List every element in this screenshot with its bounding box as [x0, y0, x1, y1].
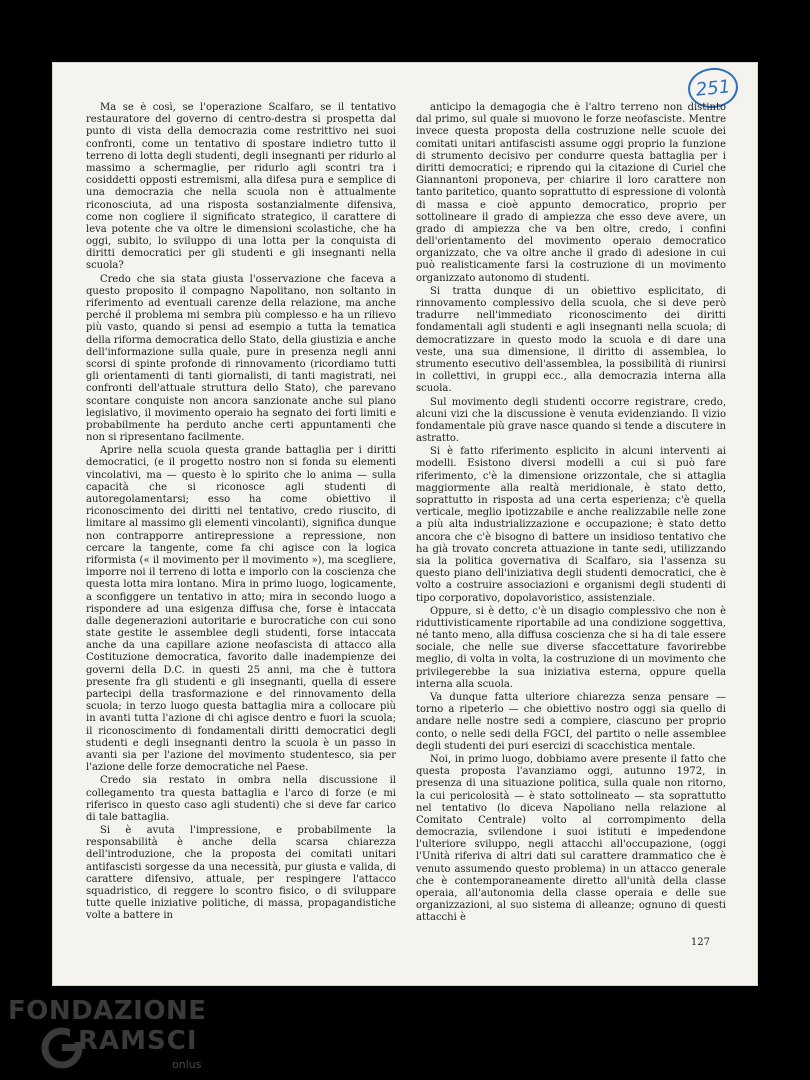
- logo-line-3: onlus: [172, 1058, 202, 1071]
- paragraph: Oppure, si è detto, c'è un disagio complessivo che non è riduttivisticamente riportabile ad una condizione soggettiva, né tanto meno, alla diffusa coscienza che si ha di tale essere sociale, che nelle sue diverse sfaccettature favorirebbe meglio, di volta in volta, la costruzione di un movimento che privilegerebbe la sua iniziativa esterna, oppure quella interna alla scuola.: [416, 605, 726, 690]
- left-column: [86, 102, 396, 930]
- logo-line-1: FONDAZIONE: [8, 996, 207, 1026]
- paragraph: Credo che sia stata giusta l'osservazione che faceva a questo proposito il compagno Napolitano, non soltanto in riferimento ad eventuali carenze della relazione, ma anche perché il problema mi sembra più complesso e ha un rilievo più vasto, quando si pensi ad esempio a tutta la tematica della riforma democratica dello Stato, della giustizia e anche dell'informazione sulla quale, pure in presenza negli anni scorsi di spinte profonde di rinnovamento (ricordiamo tutti gli orientamenti di tanti giornalisti, di tanti magistrati, nei confronti dell'attuale struttura dello Stato), che parevano scontare conquiste non ancora sanzionate anche sul piano legislativo, il movimento operaio ha segnato dei forti limiti e probabilmente ha perduto anche certi appuntamenti che non si ripresentano facilmente.: [86, 273, 396, 444]
- paragraph: Noi, in primo luogo, dobbiamo avere presente il fatto che questa proposta l'avanziamo oggi, autunno 1972, in presenza di una situazione politica, sulla quale non ritorno, la cui pericolosità — è stato sottolineato — sta soprattutto nel tentativo (lo diceva Napoliano nella relazione al Comitato Centrale) volto al corrompimento della democrazia, svilendone i suoi istituti e impedendone l'ulteriore sviluppo, negli attacchi all'occupazione, (oggi l'Unità riferiva di altri dati sul carattere drammatico che è venuto assumendo questo problema) in un attacco generale che è contemporaneamente diretto all'unità della classe operaia, all'autonomia della classe operaia e delle sue organizzazioni, al suo sistema di alleanze; ognuno di questi attacchi è: [416, 753, 726, 924]
- page-number: 127: [690, 937, 710, 948]
- paragraph: Aprire nella scuola questa grande battaglia per i diritti democratici, (e il progetto nostro non si fonda su elementi vincolativi, ma — questo è lo spirito che lo anima — sulla capacità che si riconosce agli studenti di autoregolamentarsi; esso ha come obiettivo il riconoscimento dei diritti nel tentativo, credo riuscito, di limitare al massimo gli elementi vincolanti), significa dunque non contrapporre antirepressione a repressione, non cercare la tangente, come fa chi agisce con la logica riformista (« il movimento per il movimento »), ma scegliere, imporre noi il terreno di lotta e imporlo con la coscienza che questa lotta mira lontano. Mira in primo luogo, logicamente, a sconfiggere un tentativo in atto; mira in secondo luogo a rispondere ad una esigenza diffusa che, forse è intaccata dalle degenerazioni autoritarie e burocratiche con cui sono state gestite le assemblee degli studenti, forse intaccata anche da una capillare azione neofascista di attacco alla Costituzione democratica, favorito dalle inadempienze dei governi della D.C. in questi 25 anni, ma che è tuttora presente fra gli studenti e gli insegnanti, quella di essere partecipi della trasformazione e del rinnovamento della scuola; in terzo luogo questa battaglia mira a collocare più in avanti tutta l'azione di chi agisce dentro e fuori la scuola; il riconoscimento di fondamentali diritti democratici degli studenti e degli insegnanti dentro la scuola è un passo in avanti sia per l'azione del movimento studentesco, sia per l'azione delle forze democratiche nel Paese.: [86, 445, 396, 774]
- paragraph: Sul movimento degli studenti occorre registrare, credo, alcuni vizi che la discussione è venuta evidenziando. Il vizio fondamentale più grave nasce quando si tende a discutere in astratto.: [416, 396, 726, 445]
- paragraph: Va dunque fatta ulteriore chiarezza senza pensare — torno a ripeterlo — che obiettivo nostro oggi sia quello di andare nelle nostre sedi a compiere, ciascuno per proprio conto, o nelle sedi della FGCI, del partito o nelle assemblee degli studenti dei puri esercizi di scacchistica mentale.: [416, 692, 726, 752]
- paragraph: Si è fatto riferimento esplicito in alcuni interventi ai modelli. Esistono diversi modelli a cui si può fare riferimento, c'è la dimensione orizzontale, che si attaglia maggiormente alla realtà meridionale, è stato detto, soprattutto in risposta ad una certa esperienza; c'è quella verticale, meglio ipotizzabile e anche realizzabile nelle zone a più alta industrializzazione e occupazione; è stato detto ancora che c'è bisogno di battere un insidioso tentativo che ha già trovato concreta attuazione in tante sedi, utilizzando sia la politica governativa di Scalfaro, sia l'assenza su questo piano dell'iniziativa degli studenti democratici, che è volto a costruire associazioni e organismi degli studenti di tipo corporativo, dopolavoristico, assistenziale.: [416, 446, 726, 604]
- paragraph: Ma se è così, se l'operazione Scalfaro, se il tentativo restauratore del governo di centro-destra si prospetta dal punto di vista della democrazia come restrittivo nei suoi confronti, come un tentativo di spostare indietro tutto il terreno di lotta degli studenti, degli insegnanti per ridurlo al massimo a schermaglie, per ridurlo agli scontri tra i cosiddetti opposti estremismi, alla difesa pura e semplice di una democrazia che nella scuola non è attualmente riconosciuta, ad una risposta sostanzialmente difensiva, come non cogliere il significato strategico, il carattere di leva potente che va oltre le dimensioni scolastiche, che ha oggi, subito, lo sviluppo di una lotta per la conquista di diritti democratici per gli studenti e gli insegnanti nella scuola?: [86, 102, 396, 272]
- paragraph: Credo sia restato in ombra nella discussione il collegamento tra questa battaglia e l'arco di forze (e mi riferisco in questo caso agli studenti) che si deve far carico di tale battaglia.: [86, 775, 396, 823]
- fondazione-gramsci-logo: [8, 996, 238, 1076]
- logo-line-2: RAMSCI: [78, 1026, 198, 1056]
- text-columns: [86, 102, 726, 930]
- paragraph: Si è avuta l'impressione, e probabilmente la responsabilità è anche della scarsa chiarezza dell'introduzione, che la proposta dei comitati unitari antifascisti sorgesse da una necessità, pur giusta e valida, di carattere difensivo, attuale, per respingere l'attacco squadristico, di reggere lo scontro fisico, o di sviluppare tutte quelle iniziative politiche, di massa, propagandistiche volte a battere in: [86, 825, 396, 922]
- right-column: [416, 102, 726, 930]
- paragraph: anticipo la demagogia che è l'altro terreno non distinto dal primo, sul quale si muovono le forze neofasciste. Mentre invece questa proposta della costruzione nelle scuole dei comitati unitari antifascisti assume oggi proprio la funzione di strumento decisivo per condurre questa battaglia per i diritti democratici; e riprendo qui la citazione di Curiel che Giannantoni proponeva, per chiarire il loro carattere non tanto paritetico, quanto soprattutto di espressione di volontà di massa e cioè appunto democratico, proprio per sottolineare il grado di ampiezza che esso deve avere, un grado di ampiezza che va ben oltre, credo, i confini dell'orientamento del movimento operaio democratico organizzato, che va oltre anche il grado di adesione in cui può realisticamente farsi la costruzione di un movimento organizzato autonomo di studenti.: [416, 102, 726, 284]
- handwritten-page-number: 251: [686, 65, 740, 110]
- paragraph: Si tratta dunque di un obiettivo esplicitato, di rinnovamento complessivo della scuola, che si deve però tradurre nell'immediato riconoscimento dei diritti fondamentali agli studenti e agli insegnanti nella scuola; di democratizzare in questo modo la scuola e di dare una veste, una sua dimensione, il diritto di assemblea, lo strumento esecutivo dell'assemblea, la possibilità di riunirsi in collettivi, in gruppi ecc., alla democrazia interna alla scuola.: [416, 285, 726, 395]
- scanned-page: [52, 62, 758, 986]
